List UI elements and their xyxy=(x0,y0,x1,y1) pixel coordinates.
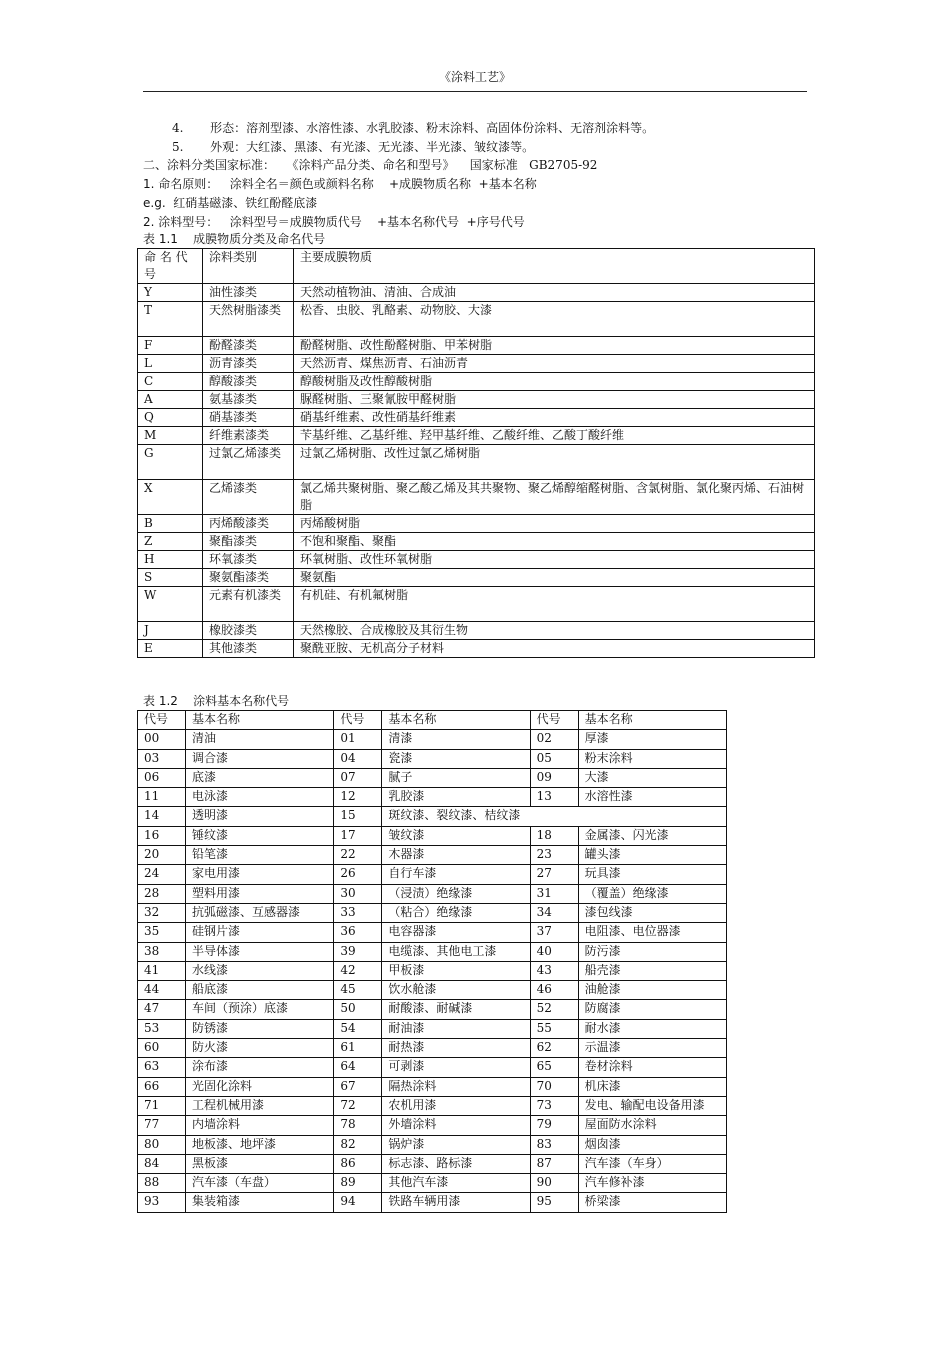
cell-name: 耐热漆 xyxy=(382,1039,530,1058)
table-row xyxy=(138,427,815,445)
cell-code: 17 xyxy=(334,826,382,845)
cell-code: S xyxy=(138,569,203,587)
cell-code: 14 xyxy=(138,807,186,826)
table-row xyxy=(138,1077,727,1096)
cell-material: 松香、虫胶、乳酪素、动物胶、大漆 xyxy=(294,302,815,337)
table-row xyxy=(138,1019,727,1038)
cell-name: 腻子 xyxy=(382,768,530,787)
cell-code: 79 xyxy=(530,1116,578,1135)
cell-name: 漆包线漆 xyxy=(578,903,726,922)
cell-code: 93 xyxy=(138,1193,186,1212)
cell-name: 示温漆 xyxy=(578,1039,726,1058)
cell-code: 00 xyxy=(138,730,186,749)
header-cell-code: 代号 xyxy=(530,711,578,730)
table-row xyxy=(138,846,727,865)
cell-code: 66 xyxy=(138,1077,186,1096)
cell-name: 家电用漆 xyxy=(186,865,334,884)
cell-name: 自行车漆 xyxy=(382,865,530,884)
cell-code: 40 xyxy=(530,942,578,961)
cell-code: B xyxy=(138,515,203,533)
cell-code: 88 xyxy=(138,1174,186,1193)
cell-name: 标志漆、路标漆 xyxy=(382,1154,530,1173)
cell-name: 电阻漆、电位器漆 xyxy=(578,923,726,942)
cell-name: 电缆漆、其他电工漆 xyxy=(382,942,530,961)
cell-name: 工程机械用漆 xyxy=(186,1096,334,1115)
cell-code: W xyxy=(138,587,203,622)
cell-name: 铁路车辆用漆 xyxy=(382,1193,530,1212)
cell-name: 耐水漆 xyxy=(578,1019,726,1038)
table-row xyxy=(138,587,815,622)
cell-material: 酚醛树脂、改性酚醛树脂、甲苯树脂 xyxy=(294,337,815,355)
table-row xyxy=(138,337,815,355)
cell-code: L xyxy=(138,355,203,373)
table-row xyxy=(138,391,815,409)
table-header-row xyxy=(138,711,727,730)
cell-name: 甲板漆 xyxy=(382,961,530,980)
cell-name: 斑纹漆、裂纹漆、桔纹漆 xyxy=(382,807,727,826)
cell-code: 24 xyxy=(138,865,186,884)
table-row xyxy=(138,1000,727,1019)
cell-code: 33 xyxy=(334,903,382,922)
cell-name: 锤纹漆 xyxy=(186,826,334,845)
table-row xyxy=(138,942,727,961)
cell-name: 乳胶漆 xyxy=(382,788,530,807)
table-row xyxy=(138,826,727,845)
cell-material: 聚氨酯 xyxy=(294,569,815,587)
cell-code: 94 xyxy=(334,1193,382,1212)
cell-category: 醇酸漆类 xyxy=(203,373,294,391)
header-divider xyxy=(143,91,807,92)
cell-code: 02 xyxy=(530,730,578,749)
table-row xyxy=(138,551,815,569)
film-former-table xyxy=(137,248,815,658)
cell-material: 天然沥青、煤焦沥青、石油沥青 xyxy=(294,355,815,373)
cell-name: 硅钢片漆 xyxy=(186,923,334,942)
cell-category: 丙烯酸漆类 xyxy=(203,515,294,533)
header-cell-code: 代号 xyxy=(334,711,382,730)
header-cell-name: 基本名称 xyxy=(382,711,530,730)
model-rule: 2. 涂料型号： 涂料型号＝成膜物质代号 +基本名称代号 +序号代号 xyxy=(143,215,525,229)
cell-name: 卷材涂料 xyxy=(578,1058,726,1077)
cell-code: 60 xyxy=(138,1039,186,1058)
cell-category: 聚酯漆类 xyxy=(203,533,294,551)
cell-code: 90 xyxy=(530,1174,578,1193)
cell-code: 42 xyxy=(334,961,382,980)
cell-code: 03 xyxy=(138,749,186,768)
cell-code: 37 xyxy=(530,923,578,942)
table-row xyxy=(138,749,727,768)
cell-code: Q xyxy=(138,409,203,427)
cell-code: 86 xyxy=(334,1154,382,1173)
table-row xyxy=(138,1193,727,1212)
cell-code: E xyxy=(138,640,203,658)
cell-code: 78 xyxy=(334,1116,382,1135)
table-row xyxy=(138,903,727,922)
table-row xyxy=(138,1116,727,1135)
intro-item-4 xyxy=(172,119,654,136)
cell-name: 隔热涂料 xyxy=(382,1077,530,1096)
cell-name: 集装箱漆 xyxy=(186,1193,334,1212)
cell-code: 95 xyxy=(530,1193,578,1212)
cell-code: 67 xyxy=(334,1077,382,1096)
cell-name: 船底漆 xyxy=(186,981,334,1000)
table2-caption: 表 1.2 涂料基本名称代号 xyxy=(143,694,290,708)
cell-name: 锅炉漆 xyxy=(382,1135,530,1154)
cell-category: 酚醛漆类 xyxy=(203,337,294,355)
cell-material: 醇酸树脂及改性醇酸树脂 xyxy=(294,373,815,391)
header-cell-code: 代号 xyxy=(138,711,186,730)
cell-name: 抗弧磁漆、互感器漆 xyxy=(186,903,334,922)
table-row xyxy=(138,302,815,337)
table1-caption: 表 1.1 成膜物质分类及命名代号 xyxy=(143,232,326,246)
table-row xyxy=(138,1058,727,1077)
cell-code: Z xyxy=(138,533,203,551)
cell-code: 64 xyxy=(334,1058,382,1077)
cell-material: 氯乙烯共聚树脂、聚乙酸乙烯及其共聚物、聚乙烯醇缩醛树脂、含氯树脂、氯化聚丙烯、石油树脂 xyxy=(294,480,815,515)
item-text: 形态：溶剂型漆、水溶性漆、水乳胶漆、粉末涂料、高固体份涂料、无溶剂涂料等。 xyxy=(210,121,655,135)
cell-name: 外墙涂料 xyxy=(382,1116,530,1135)
cell-code: 20 xyxy=(138,846,186,865)
cell-code: Y xyxy=(138,284,203,302)
table-row xyxy=(138,1174,727,1193)
cell-name: （粘合）绝缘漆 xyxy=(382,903,530,922)
page-header-title: 《涂料工艺》 xyxy=(438,70,511,84)
basic-name-code-table xyxy=(137,710,727,1213)
cell-code: 87 xyxy=(530,1154,578,1173)
cell-code: 89 xyxy=(334,1174,382,1193)
cell-material: 环氧树脂、改性环氧树脂 xyxy=(294,551,815,569)
cell-code: 07 xyxy=(334,768,382,787)
cell-code: 22 xyxy=(334,846,382,865)
cell-name: 罐头漆 xyxy=(578,846,726,865)
cell-category: 天然树脂漆类 xyxy=(203,302,294,337)
table-row xyxy=(138,284,815,302)
cell-material: 有机硅、有机氟树脂 xyxy=(294,587,815,622)
table-row xyxy=(138,569,815,587)
header-cell-name: 基本名称 xyxy=(578,711,726,730)
cell-name: 桥梁漆 xyxy=(578,1193,726,1212)
cell-code: T xyxy=(138,302,203,337)
cell-name: 发电、输配电设备用漆 xyxy=(578,1096,726,1115)
table-row xyxy=(138,884,727,903)
cell-code: J xyxy=(138,622,203,640)
table-row xyxy=(138,515,815,533)
cell-category: 元素有机漆类 xyxy=(203,587,294,622)
cell-code: 16 xyxy=(138,826,186,845)
cell-name: 汽车漆（车盘） xyxy=(186,1174,334,1193)
cell-code: M xyxy=(138,427,203,445)
cell-category: 沥青漆类 xyxy=(203,355,294,373)
cell-name: 机床漆 xyxy=(578,1077,726,1096)
cell-name: 黑板漆 xyxy=(186,1154,334,1173)
table-row xyxy=(138,1154,727,1173)
cell-code: 12 xyxy=(334,788,382,807)
cell-name: 铅笔漆 xyxy=(186,846,334,865)
cell-category: 环氧漆类 xyxy=(203,551,294,569)
cell-material: 丙烯酸树脂 xyxy=(294,515,815,533)
table-row xyxy=(138,768,727,787)
cell-code: 36 xyxy=(334,923,382,942)
cell-material: 不饱和聚酯、聚酯 xyxy=(294,533,815,551)
cell-name: 调合漆 xyxy=(186,749,334,768)
cell-code: 27 xyxy=(530,865,578,884)
table-row xyxy=(138,622,815,640)
table-row xyxy=(138,409,815,427)
cell-code: H xyxy=(138,551,203,569)
cell-code: 71 xyxy=(138,1096,186,1115)
table-header-row xyxy=(138,249,815,284)
header-cell-name: 基本名称 xyxy=(186,711,334,730)
cell-code: 55 xyxy=(530,1019,578,1038)
cell-name: 防污漆 xyxy=(578,942,726,961)
cell-material: 聚酰亚胺、无机高分子材料 xyxy=(294,640,815,658)
cell-name: 透明漆 xyxy=(186,807,334,826)
cell-name: 粉末涂料 xyxy=(578,749,726,768)
cell-code: A xyxy=(138,391,203,409)
cell-code: 77 xyxy=(138,1116,186,1135)
cell-name: 饮水舱漆 xyxy=(382,981,530,1000)
cell-name: 清油 xyxy=(186,730,334,749)
cell-code: 72 xyxy=(334,1096,382,1115)
cell-code: 63 xyxy=(138,1058,186,1077)
cell-name: （浸渍）绝缘漆 xyxy=(382,884,530,903)
table-row xyxy=(138,1096,727,1115)
cell-code: 38 xyxy=(138,942,186,961)
cell-name: 厚漆 xyxy=(578,730,726,749)
cell-code: 04 xyxy=(334,749,382,768)
cell-code: 80 xyxy=(138,1135,186,1154)
cell-code: 83 xyxy=(530,1135,578,1154)
table-row xyxy=(138,923,727,942)
table-row xyxy=(138,480,815,515)
item-number: 4. xyxy=(172,121,184,135)
table-row xyxy=(138,961,727,980)
cell-code: 30 xyxy=(334,884,382,903)
cell-code: 73 xyxy=(530,1096,578,1115)
cell-material: 天然橡胶、合成橡胶及其衍生物 xyxy=(294,622,815,640)
table-row xyxy=(138,981,727,1000)
cell-code: 31 xyxy=(530,884,578,903)
cell-name: 木器漆 xyxy=(382,846,530,865)
cell-name: 防火漆 xyxy=(186,1039,334,1058)
cell-code: 84 xyxy=(138,1154,186,1173)
cell-category: 乙烯漆类 xyxy=(203,480,294,515)
table-row xyxy=(138,445,815,480)
cell-code: 44 xyxy=(138,981,186,1000)
cell-material: 天然动植物油、清油、合成油 xyxy=(294,284,815,302)
cell-code: 41 xyxy=(138,961,186,980)
cell-name: 油舱漆 xyxy=(578,981,726,1000)
cell-code: 39 xyxy=(334,942,382,961)
cell-code: F xyxy=(138,337,203,355)
cell-code: 28 xyxy=(138,884,186,903)
cell-name: 清漆 xyxy=(382,730,530,749)
cell-code: 18 xyxy=(530,826,578,845)
cell-code: 61 xyxy=(334,1039,382,1058)
cell-name: 船壳漆 xyxy=(578,961,726,980)
cell-name: 地板漆、地坪漆 xyxy=(186,1135,334,1154)
cell-code: 11 xyxy=(138,788,186,807)
cell-category: 纤维素漆类 xyxy=(203,427,294,445)
cell-code: X xyxy=(138,480,203,515)
header-cell-material: 主要成膜物质 xyxy=(294,249,815,284)
table-row xyxy=(138,533,815,551)
cell-code: 62 xyxy=(530,1039,578,1058)
cell-code: 09 xyxy=(530,768,578,787)
table-row xyxy=(138,788,727,807)
cell-code: 23 xyxy=(530,846,578,865)
cell-code: 82 xyxy=(334,1135,382,1154)
cell-name: 金属漆、闪光漆 xyxy=(578,826,726,845)
table-row xyxy=(138,355,815,373)
cell-code: 34 xyxy=(530,903,578,922)
cell-name: 耐酸漆、耐碱漆 xyxy=(382,1000,530,1019)
cell-code: G xyxy=(138,445,203,480)
cell-code: 06 xyxy=(138,768,186,787)
cell-code: 32 xyxy=(138,903,186,922)
cell-material: 脲醛树脂、三聚氰胺甲醛树脂 xyxy=(294,391,815,409)
cell-code: 52 xyxy=(530,1000,578,1019)
cell-name: 烟囱漆 xyxy=(578,1135,726,1154)
cell-name: 汽车修补漆 xyxy=(578,1174,726,1193)
cell-name: 底漆 xyxy=(186,768,334,787)
naming-rule: 1. 命名原则： 涂料全名＝颜色或颜料名称 +成膜物质名称 +基本名称 xyxy=(143,177,537,191)
cell-name: 内墙涂料 xyxy=(186,1116,334,1135)
cell-name: 电泳漆 xyxy=(186,788,334,807)
cell-name: 屋面防水涂料 xyxy=(578,1116,726,1135)
table-row xyxy=(138,373,815,391)
cell-name: 其他汽车漆 xyxy=(382,1174,530,1193)
cell-name: 防腐漆 xyxy=(578,1000,726,1019)
table-row xyxy=(138,1135,727,1154)
cell-name: 塑料用漆 xyxy=(186,884,334,903)
cell-category: 油性漆类 xyxy=(203,284,294,302)
section-2-heading: 二、涂料分类国家标准： 《涂料产品分类、命名和型号》 国家标准 GB2705-92 xyxy=(143,158,598,172)
cell-category: 聚氨酯漆类 xyxy=(203,569,294,587)
cell-name: 水溶性漆 xyxy=(578,788,726,807)
cell-name: 防锈漆 xyxy=(186,1019,334,1038)
cell-name: 可剥漆 xyxy=(382,1058,530,1077)
cell-code: 13 xyxy=(530,788,578,807)
table-row xyxy=(138,865,727,884)
cell-material: 硝基纤维素、改性硝基纤维素 xyxy=(294,409,815,427)
cell-code: 50 xyxy=(334,1000,382,1019)
naming-example: e.g. 红硝基磁漆、铁红酚醛底漆 xyxy=(143,196,318,210)
cell-name: 耐油漆 xyxy=(382,1019,530,1038)
cell-code: 65 xyxy=(530,1058,578,1077)
cell-category: 橡胶漆类 xyxy=(203,622,294,640)
cell-code: 53 xyxy=(138,1019,186,1038)
header-cell-category: 涂料类别 xyxy=(203,249,294,284)
cell-code: 54 xyxy=(334,1019,382,1038)
cell-name: 汽车漆（车身） xyxy=(578,1154,726,1173)
cell-name: 玩具漆 xyxy=(578,865,726,884)
table-row xyxy=(138,1039,727,1058)
cell-code: 45 xyxy=(334,981,382,1000)
intro-item-5 xyxy=(172,138,534,155)
cell-category: 其他漆类 xyxy=(203,640,294,658)
cell-name: 半导体漆 xyxy=(186,942,334,961)
cell-name: 农机用漆 xyxy=(382,1096,530,1115)
cell-name: （覆盖）绝缘漆 xyxy=(578,884,726,903)
item-number: 5. xyxy=(172,140,184,154)
cell-code: 47 xyxy=(138,1000,186,1019)
cell-name: 皱纹漆 xyxy=(382,826,530,845)
header-cell-code: 命 名 代号 xyxy=(138,249,203,284)
cell-code: 15 xyxy=(334,807,382,826)
cell-category: 硝基漆类 xyxy=(203,409,294,427)
cell-name: 电容器漆 xyxy=(382,923,530,942)
cell-code: 43 xyxy=(530,961,578,980)
cell-code: C xyxy=(138,373,203,391)
cell-code: 26 xyxy=(334,865,382,884)
cell-material: 苄基纤维、乙基纤维、羟甲基纤维、乙酸纤维、乙酸丁酸纤维 xyxy=(294,427,815,445)
cell-name: 涂布漆 xyxy=(186,1058,334,1077)
cell-material: 过氯乙烯树脂、改性过氯乙烯树脂 xyxy=(294,445,815,480)
item-text: 外观：大红漆、黑漆、有光漆、无光漆、半光漆、皱纹漆等。 xyxy=(210,140,535,154)
cell-category: 氨基漆类 xyxy=(203,391,294,409)
cell-name: 车间（预涂）底漆 xyxy=(186,1000,334,1019)
cell-name: 光固化涂料 xyxy=(186,1077,334,1096)
cell-code: 70 xyxy=(530,1077,578,1096)
cell-category: 过氯乙烯漆类 xyxy=(203,445,294,480)
cell-code: 35 xyxy=(138,923,186,942)
cell-code: 01 xyxy=(334,730,382,749)
cell-code: 05 xyxy=(530,749,578,768)
table-row xyxy=(138,730,727,749)
table-row xyxy=(138,640,815,658)
cell-name: 瓷漆 xyxy=(382,749,530,768)
cell-name: 水线漆 xyxy=(186,961,334,980)
table-row xyxy=(138,807,727,826)
cell-name: 大漆 xyxy=(578,768,726,787)
cell-code: 46 xyxy=(530,981,578,1000)
